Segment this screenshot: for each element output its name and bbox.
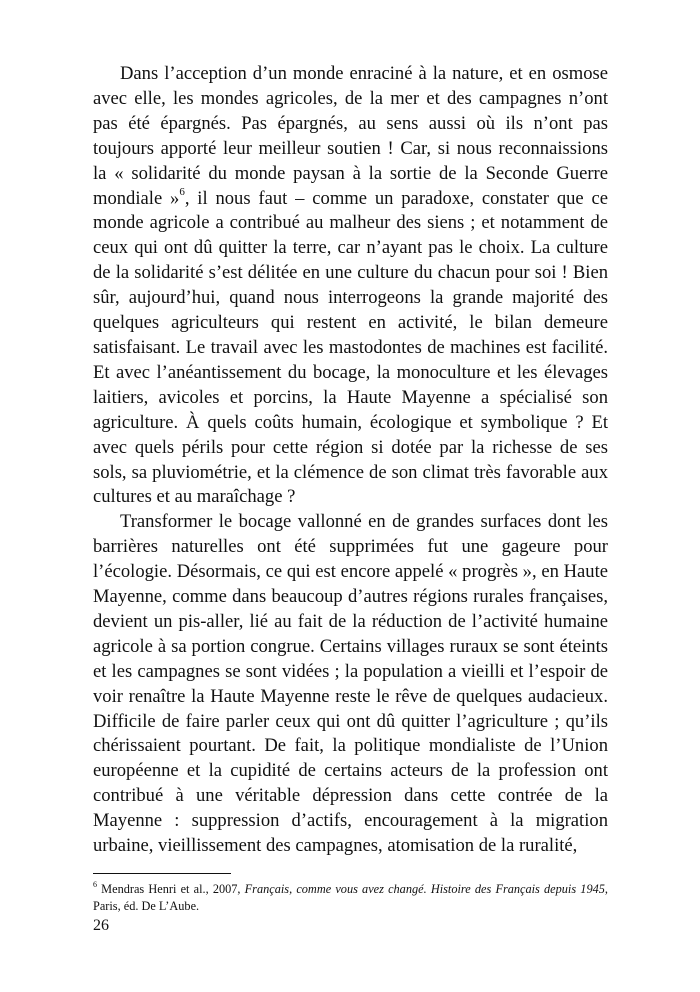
page-number: 26 — [93, 917, 109, 934]
footnote-title: Français, comme vous avez changé. Histoire des Français depuis 1945 — [244, 882, 605, 896]
paragraph-1-text-b: , il nous faut – comme un paradoxe, constater que ce monde agricole a contribué au malheur des siens ; et notamment de ceux qui ont dû quitter la terre, car n’ayant pas le choix. La culture de la solidarité s’est délitée en une culture du chacun pour soi ! Bien sûr, aujourd’hui, quand nous interrogeons la grande majorité des quelques agriculteurs qui restent en activité, le bilan demeure satisfaisant. Le travail avec les mastodontes de machines est facilité. Et avec l’anéantissement du bocage, la monoculture et les élevages laitiers, avicoles et porcins, la Haute Mayenne a spécialisé son agriculture. À quels coûts humain, écologique et symbolique ? Et avec quels périls pour cette région si dotée par la richesse de ses sols, sa pluviométrie, et la clémence de son climat très favorable aux cultures et au maraîchage ? — [93, 187, 608, 508]
footnote-reference[interactable]: 6 — [179, 186, 185, 199]
page-body — [93, 62, 608, 859]
paragraph-1 — [93, 62, 608, 510]
footnote-author: Mendras Henri et al., 2007, — [97, 882, 245, 896]
footnote — [93, 881, 608, 914]
footnote-separator — [93, 873, 231, 874]
paragraph-2: Transformer le bocage vallonné en de grandes surfaces dont les barrières naturelles ont été supprimées fut une gageure pour l’écologie. Désormais, ce qui est encore appelé « progrès », en Haute Mayenne, comme dans beaucoup d’autres régions rurales françaises, devient un pis-aller, lié au fait de la réduction de l’activité humaine agricole à sa portion congrue. Certains villages ruraux se sont éteints et les campagnes se sont vidées ; la population a vieilli et l’espoir de voir renaître la Haute Mayenne reste le rêve de quelques audacieux. Difficile de faire parler ceux qui ont dû quitter l’agriculture ; qu’ils chérissaient pourtant. De fait, la politique mondialiste de l’Union européenne et la cupidité de certains acteurs de la profession ont contribué à une véritable dépression dans cette contrée de la Mayenne : suppression d’actifs, encouragement à la migration urbaine, vieillissement des campagnes, atomisation de la ruralité, — [93, 511, 608, 857]
paragraph-1-text-a: Dans l’acception d’un monde enraciné à la nature, et en osmose avec elle, les mondes agricoles, de la mer et des campagnes n’ont pas été épargnés. Pas épargnés, au sens aussi où ils n’ont pas toujours apporté leur meilleur soutien ! Car, si nous reconnaissions la « solidarité du monde paysan à la sortie de la Seconde Guerre mondiale » — [93, 63, 608, 209]
footnote-number: 6 — [93, 879, 97, 889]
footnote-publisher: , Paris, éd. De L’Aube. — [93, 882, 608, 913]
